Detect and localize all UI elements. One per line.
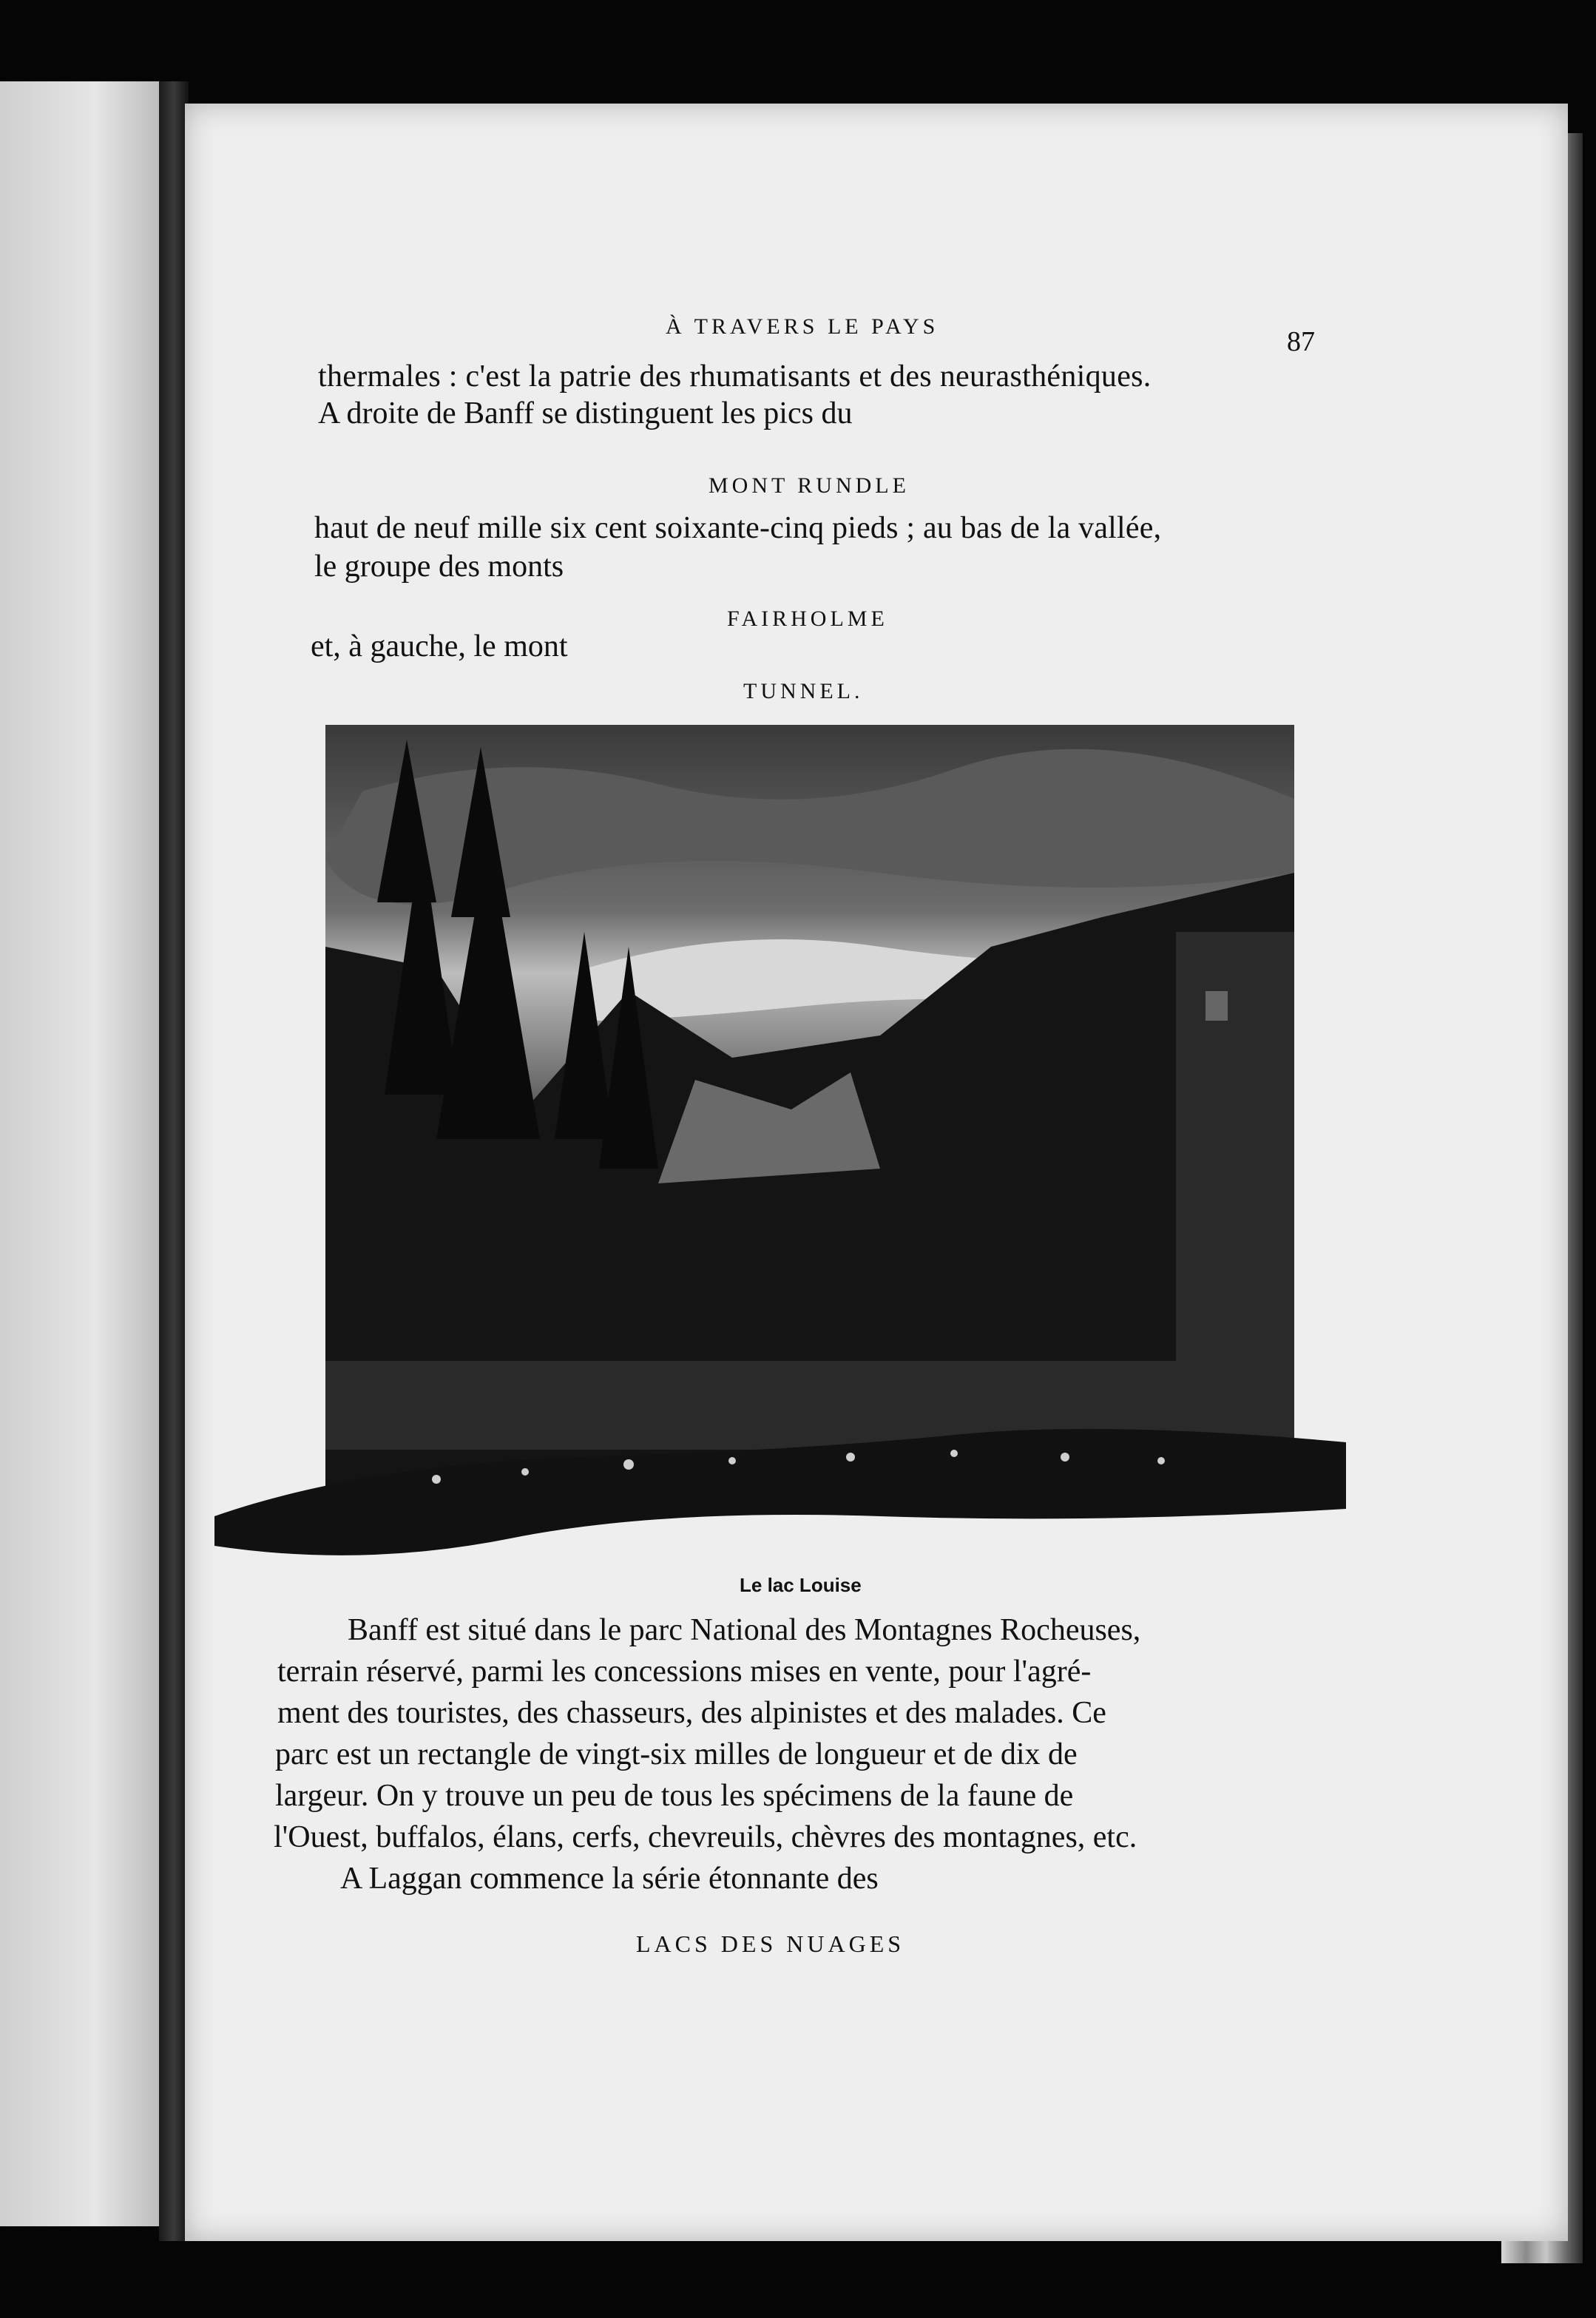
paragraph-line-5: largeur. On y trouve un peu de tous les spécimens de la faune de <box>275 1779 1074 1813</box>
heading-mont-rundle: MONT RUNDLE <box>709 473 910 498</box>
paragraph-line-7: A Laggan commence la série étonnante des <box>340 1862 879 1896</box>
paragraph-line-1: Banff est situé dans le parc National des Montagnes Rocheuses, <box>348 1613 1141 1647</box>
page-number: 87 <box>1287 326 1315 357</box>
text-line-5: et, à gauche, le mont <box>311 629 568 663</box>
paragraph-line-2: terrain réservé, parmi les concessions mises en vente, pour l'agré- <box>277 1655 1092 1689</box>
heading-tunnel: TUNNEL. <box>743 679 864 703</box>
paragraph-line-3: ment des touristes, des chasseurs, des alpinistes et des malades. Ce <box>277 1696 1106 1730</box>
heading-fairholme: FAIRHOLME <box>727 606 888 631</box>
heading-lacs-des-nuages: LACS DES NUAGES <box>636 1930 905 1957</box>
paragraph-line-6: l'Ouest, buffalos, élans, cerfs, chevreuils, chèvres des montagnes, etc. <box>274 1820 1137 1854</box>
illustration-caption: Le lac Louise <box>740 1574 862 1596</box>
paragraph-line-4: parc est un rectangle de vingt-six milles de longueur et de dix de <box>275 1737 1078 1771</box>
text-line-2: A droite de Banff se distinguent les pics du <box>318 396 853 430</box>
facing-page <box>0 81 159 2226</box>
running-head: À TRAVERS LE PAYS <box>666 314 939 339</box>
lake-louise-illustration <box>214 725 1346 1583</box>
text-line-3: haut de neuf mille six cent soixante-cinq pieds ; au bas de la vallée, <box>314 511 1162 545</box>
book-gutter <box>159 81 189 2241</box>
text-line-1: thermales : c'est la patrie des rhumatisants et des neurasthéniques. <box>318 359 1152 393</box>
text-line-4: le groupe des monts <box>314 550 564 584</box>
